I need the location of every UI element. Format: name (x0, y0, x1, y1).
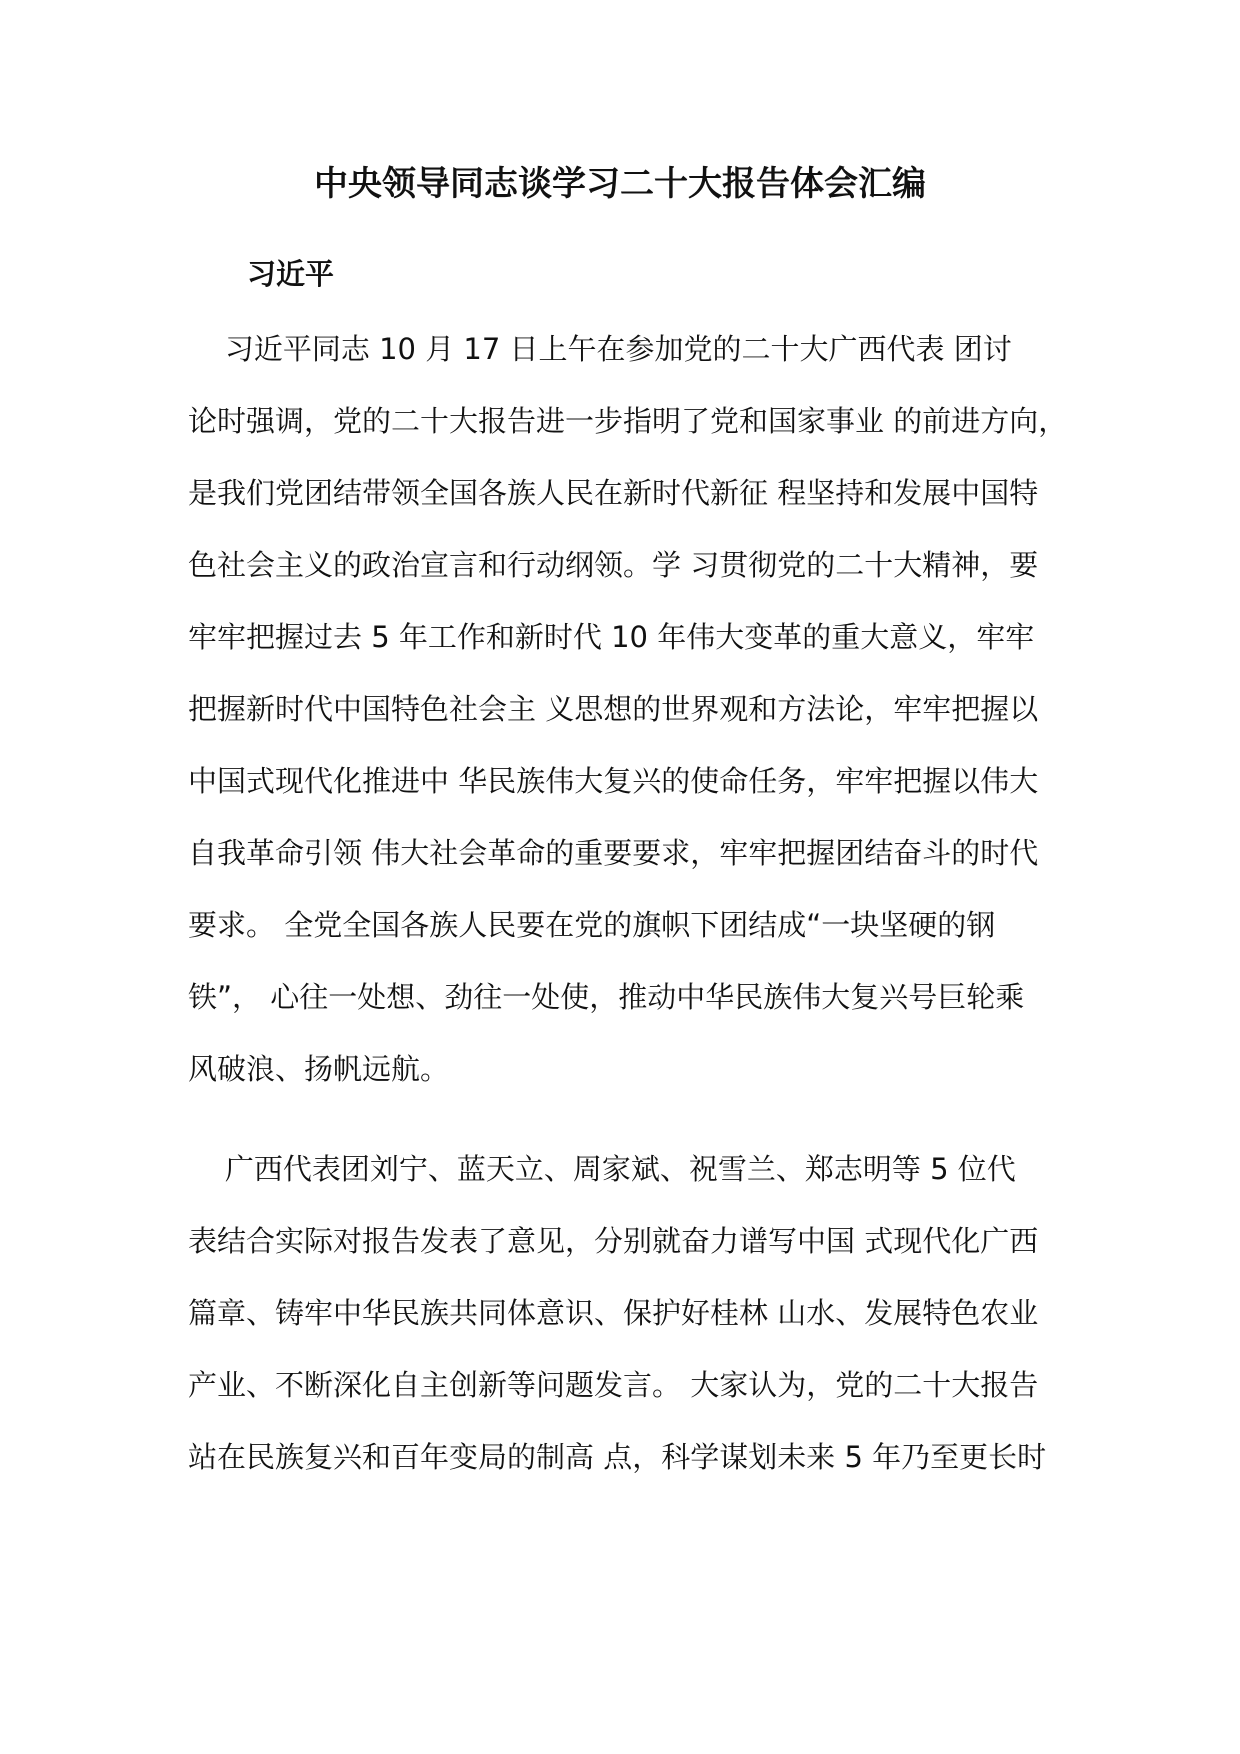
paragraph-1-line: 习近平同志 10 月 17 日上午在参加党的二十大广西代表 团讨 (188, 332, 1012, 366)
document-title: 中央领导同志谈学习二十大报告体会汇编 (314, 164, 926, 204)
paragraph-1-line: 要求。 全党全国各族人民要在党的旗帜下团结成“一块坚硬的钢 (188, 908, 996, 942)
paragraph-1-line: 是我们党团结带领全国各族人民在新时代新征 程坚持和发展中国特 (188, 476, 1039, 510)
paragraph-1-line: 牢牢把握过去 5 年工作和新时代 10 年伟大变革的重大意义，牢牢 (188, 620, 1035, 654)
paragraph-1-line: 色社会主义的政治宣言和行动纲领。学 习贯彻党的二十大精神，要 (188, 548, 1039, 582)
paragraph-1-line: 风破浪、扬帆远航。 (188, 1052, 450, 1086)
paragraph-1-line: 自我革命引领 伟大社会革命的重要要求，牢牢把握团结奋斗的时代 (188, 836, 1039, 870)
paragraph-1-line: 铁”， 心往一处想、劲往一处使，推动中华民族伟大复兴号巨轮乘 (188, 980, 1025, 1014)
paragraph-1-line: 论时强调，党的二十大报告进一步指明了党和国家事业 的前进方向， (188, 404, 1068, 438)
paragraph-2-line: 广西代表团刘宁、蓝天立、周家斌、祝雪兰、郑志明等 5 位代 (188, 1152, 1016, 1186)
paragraph-1-line: 把握新时代中国特色社会主 义思想的世界观和方法论，牢牢把握以 (188, 692, 1039, 726)
section-heading: 习近平 (247, 257, 335, 291)
paragraph-2-line: 站在民族复兴和百年变局的制高 点，科学谋划未来 5 年乃至更长时 (188, 1440, 1047, 1474)
paragraph-2-line: 篇章、铸牢中华民族共同体意识、保护好桂林 山水、发展特色农业 (188, 1296, 1039, 1330)
paragraph-2-line: 表结合实际对报告发表了意见，分别就奋力谱写中国 式现代化广西 (188, 1224, 1039, 1258)
paragraph-1-line: 中国式现代化推进中 华民族伟大复兴的使命任务，牢牢把握以伟大 (188, 764, 1039, 798)
paragraph-2-line: 产业、不断深化自主创新等问题发言。 大家认为，党的二十大报告 (188, 1368, 1039, 1402)
